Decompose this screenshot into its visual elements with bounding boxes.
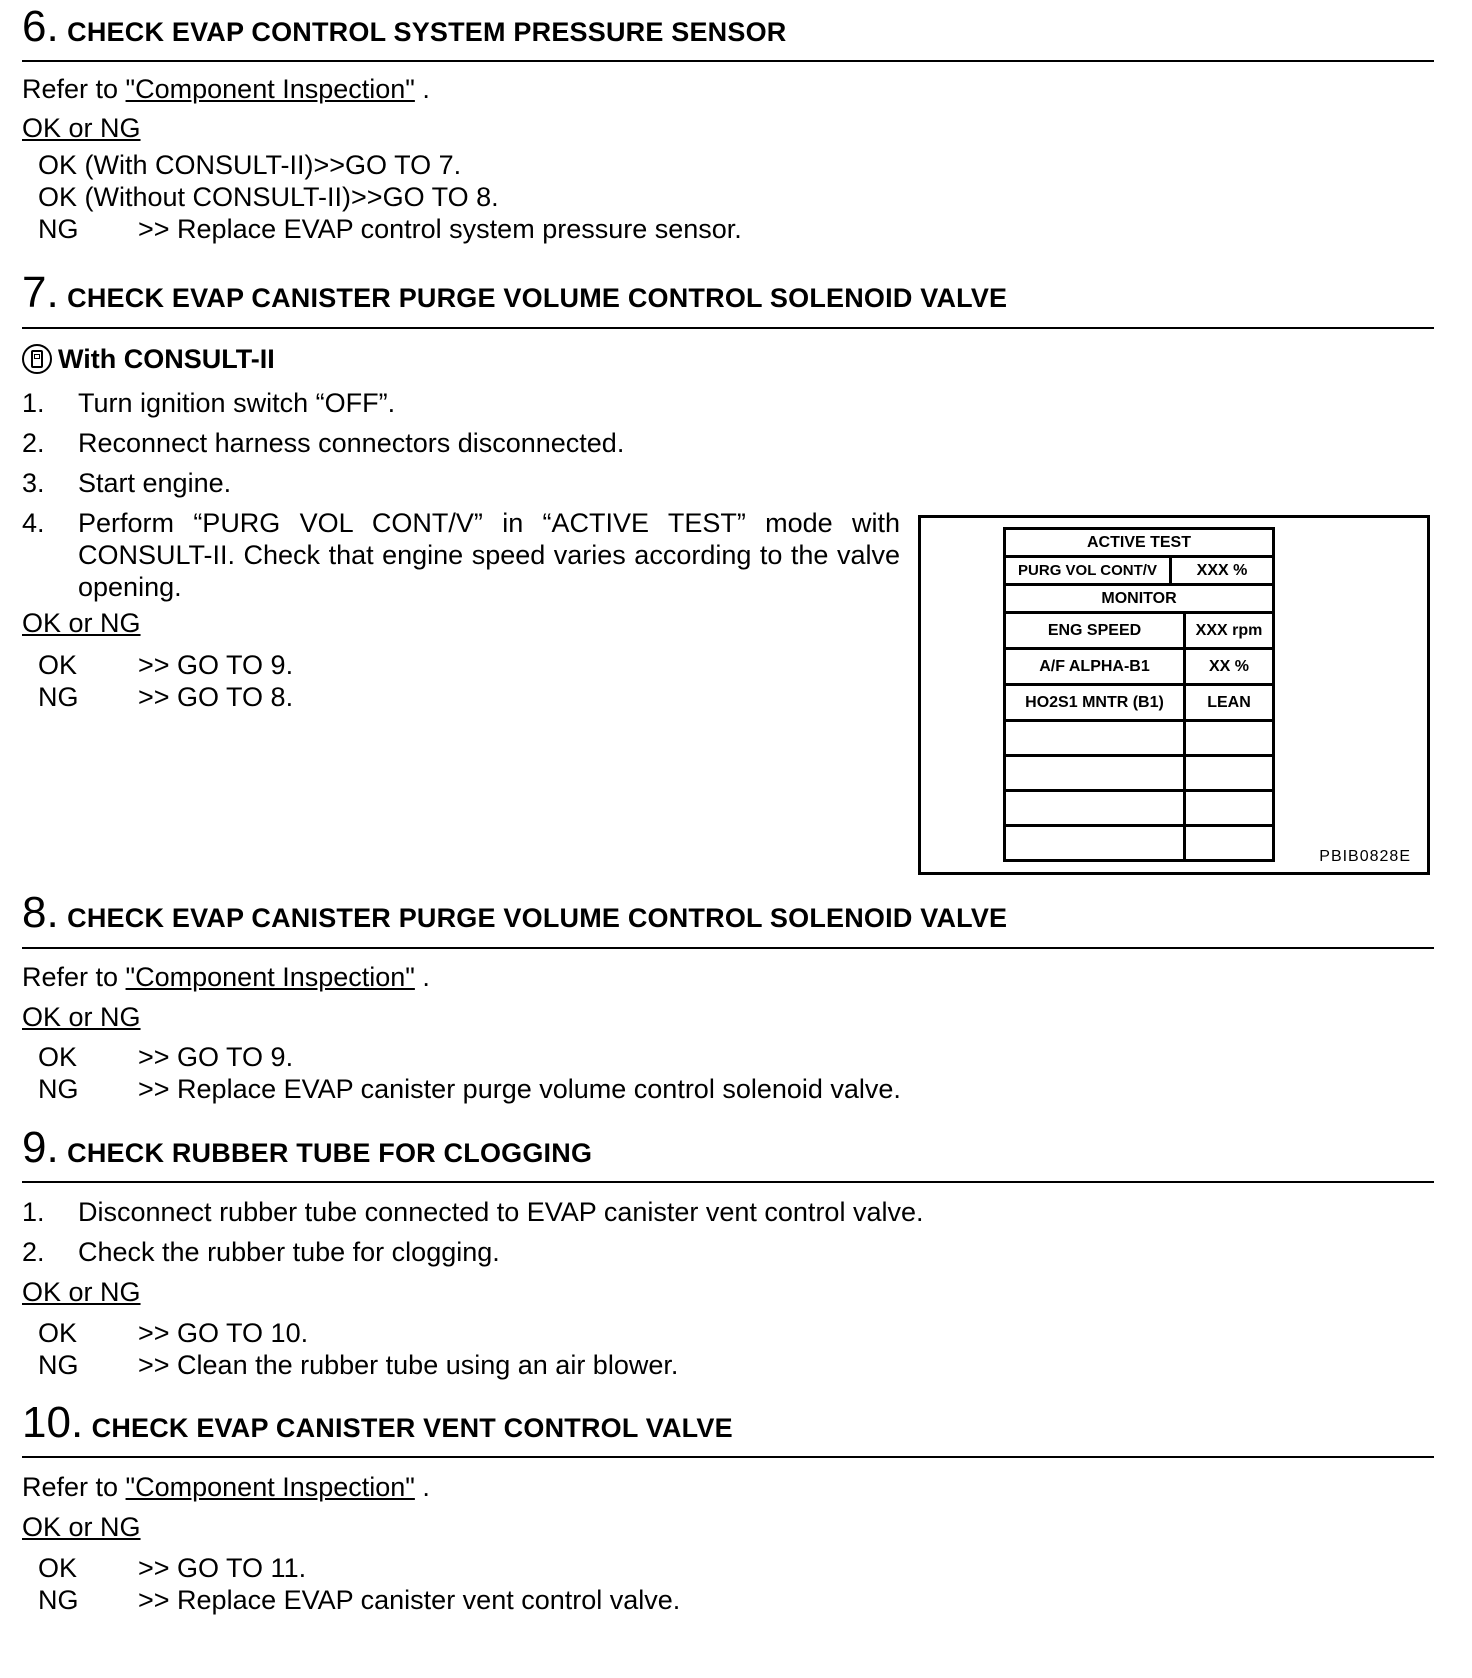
step-number: 4. [22,508,45,538]
refer-suffix: . [414,1472,430,1502]
empty-cell [1006,722,1186,757]
section-10-divider [22,1456,1434,1458]
ng-key: NG [38,1074,79,1104]
active-test-header: ACTIVE TEST [1006,530,1272,558]
section-10-title [22,1398,733,1448]
consult-device-icon [22,344,52,374]
with-consult-heading [22,344,275,375]
ng-key: NG [38,1350,79,1380]
ng-value: >> Replace EVAP control system pressure sensor. [138,214,742,244]
section-9-number: 9. [22,1123,59,1172]
step-number: 1. [22,388,45,418]
refer-suffix: . [414,962,430,992]
ok-value: >> GO TO 9. [138,650,294,680]
active-test-figure [918,515,1430,875]
monitor-item-value: XX % [1186,650,1272,686]
section-9-divider [22,1181,1434,1183]
empty-cell [1186,722,1272,757]
ok-value: >> GO TO 9. [138,1042,294,1072]
ng-value: >> Replace EVAP canister purge volume control solenoid valve. [138,1074,901,1104]
empty-cell [1186,757,1272,792]
ok-value: >> GO TO 11. [138,1553,307,1583]
refer-prefix: Refer to [22,962,126,992]
figure-id: PBIB0828E [1319,848,1411,865]
section-8-title [22,888,1007,938]
component-inspection-link[interactable]: "Component Inspection" [125,74,415,104]
refer-suffix: . [414,74,430,104]
section-8-divider [22,947,1434,949]
step-text: Disconnect rubber tube connected to EVAP canister vent control valve. [78,1197,924,1227]
section-6-title [22,2,786,52]
empty-cell [1006,792,1186,827]
step-4-text: Perform “PURG VOL CONT/V” in “ACTIVE TEST” mode with CONSULT-II. Check that engine speed varies according to the valve opening. [78,508,900,602]
refer-prefix: Refer to [22,1472,126,1502]
empty-cell [1006,757,1186,792]
step-text: Start engine. [78,468,232,498]
step-number: 1. [22,1197,45,1227]
step-text: Check the rubber tube for clogging. [78,1237,500,1267]
component-inspection-link[interactable]: "Component Inspection" [125,1472,415,1502]
ok-key: OK [38,1318,78,1348]
section-6-heading: CHECK EVAP CONTROL SYSTEM PRESSURE SENSOR [67,17,787,47]
section-10-heading: CHECK EVAP CANISTER VENT CONTROL VALVE [91,1413,733,1443]
step-number: 3. [22,468,45,498]
test-item-value: XXX % [1172,558,1272,586]
step-number: 2. [22,1237,45,1267]
section-7-heading: CHECK EVAP CANISTER PURGE VOLUME CONTROL SOLENOID VALVE [67,283,1008,313]
step-text: Turn ignition switch “OFF”. [78,388,396,418]
empty-cell [1186,827,1272,859]
ng-value: >> Clean the rubber tube using an air blower. [138,1350,679,1380]
section-7-number: 7. [22,268,59,317]
step-text: Reconnect harness connectors disconnected. [78,428,625,458]
section-8-heading: CHECK EVAP CANISTER PURGE VOLUME CONTROL SOLENOID VALVE [67,903,1008,933]
ng-value: >> Replace EVAP canister vent control valve. [138,1585,681,1615]
section-8-refer [22,962,430,993]
ng-key: NG [38,682,79,712]
ok-key: OK [38,1042,78,1072]
section-9-ok-or-ng: OK or NG [22,1277,141,1307]
section-10-ok-or-ng: OK or NG [22,1512,141,1542]
section-10-refer [22,1472,430,1503]
section-6-result-ok-without: OK (Without CONSULT-II)>>GO TO 8. [38,182,499,212]
section-7-ok-or-ng: OK or NG [22,608,141,638]
section-8-ok-or-ng: OK or NG [22,1002,141,1032]
monitor-item-label: HO2S1 MNTR (B1) [1006,686,1186,722]
section-6-number: 6. [22,2,59,51]
section-6-divider [22,60,1434,62]
ok-key: OK [38,1553,78,1583]
ng-value: >> GO TO 8. [138,682,294,712]
ng-key: NG [38,1585,79,1615]
empty-cell [1006,827,1186,859]
monitor-item-value: XXX rpm [1186,614,1272,650]
section-7-title [22,268,1007,318]
section-10-number: 10. [22,1398,84,1447]
section-9-heading: CHECK RUBBER TUBE FOR CLOGGING [67,1138,593,1168]
monitor-item-label: A/F ALPHA-B1 [1006,650,1186,686]
test-item-label: PURG VOL CONT/V [1006,558,1172,586]
refer-prefix: Refer to [22,74,126,104]
ok-value: >> GO TO 10. [138,1318,309,1348]
monitor-item-label: ENG SPEED [1006,614,1186,650]
section-7-divider [22,327,1434,329]
monitor-header: MONITOR [1006,586,1272,614]
section-6-result-ok-with: OK (With CONSULT-II)>>GO TO 7. [38,150,462,180]
section-6-refer [22,74,430,105]
empty-cell [1186,792,1272,827]
ok-key: OK [38,650,78,680]
section-8-number: 8. [22,888,59,937]
ng-key: NG [38,214,79,244]
section-6-ok-or-ng: OK or NG [22,113,141,143]
component-inspection-link[interactable]: "Component Inspection" [125,962,415,992]
monitor-item-value: LEAN [1186,686,1272,722]
step-number: 2. [22,428,45,458]
with-consult-label: With CONSULT-II [58,344,275,374]
active-test-table [1003,527,1275,862]
section-9-title [22,1123,592,1173]
